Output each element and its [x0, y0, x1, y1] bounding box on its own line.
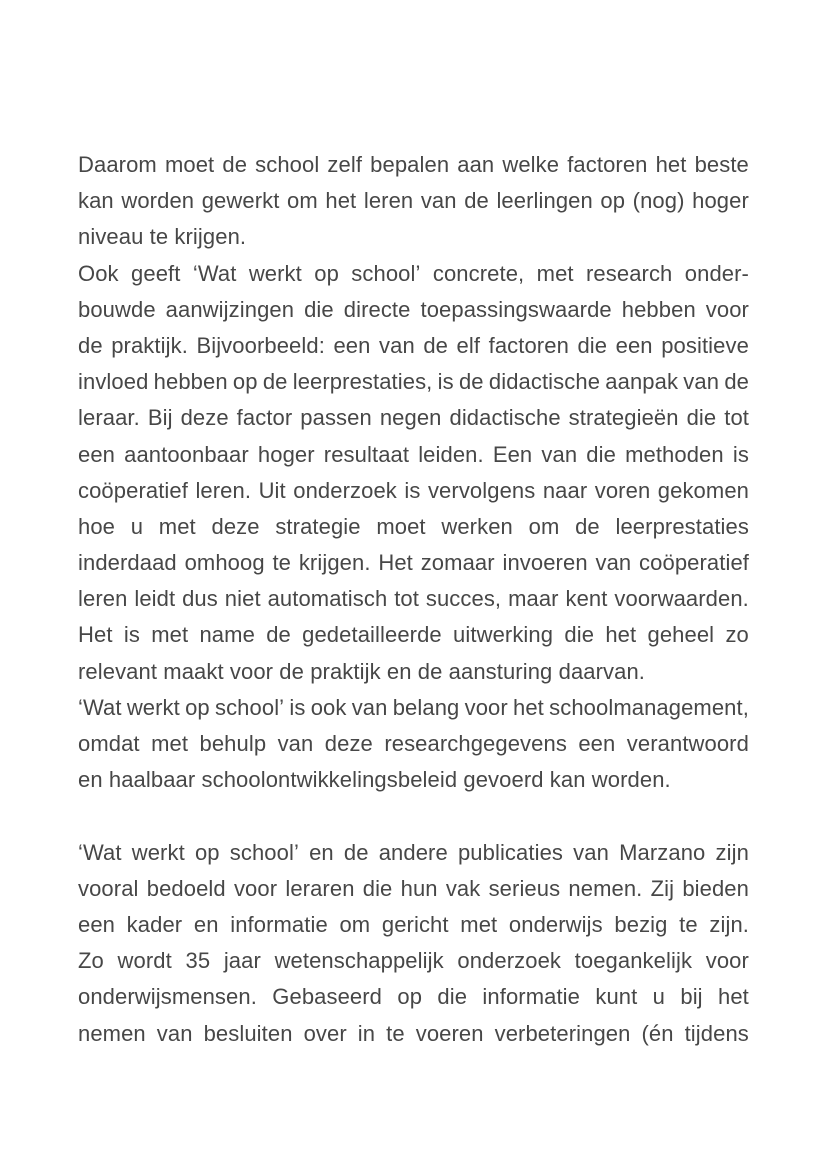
text-line: ‘Wat werkt op school’ en de andere publicaties van Marzano zijn	[78, 839, 749, 865]
text-line: coöperatief leren. Uit onderzoek is vervolgens naar voren gekomen	[78, 477, 749, 503]
text-line: leraar. Bij deze factor passen negen didactische strategieën die tot	[78, 405, 749, 431]
paragraph-spacer	[78, 798, 749, 834]
text-line: relevant maakt voor de praktijk en de aansturing daarvan.	[78, 658, 646, 684]
text-line: en haalbaar schoolontwikkelingsbeleid gevoerd kan worden.	[78, 767, 671, 793]
text-line: niveau te krijgen.	[78, 224, 247, 250]
text-line: de praktijk. Bijvoorbeeld: een van de elf factoren die een positieve	[78, 332, 749, 358]
text-line: Zo wordt 35 jaar wetenschappelijk onderzoek toegankelijk voor	[78, 948, 749, 974]
text-line: een aantoonbaar hoger resultaat leiden. Een van die methoden is	[78, 441, 749, 467]
text-line: leren leidt dus niet automatisch tot succes, maar kent voorwaarden.	[78, 586, 749, 612]
text-line: onderwijsmensen. Gebaseerd op die informatie kunt u bij het	[78, 984, 749, 1010]
text-line: een kader en informatie om gericht met onderwijs bezig te zijn.	[78, 911, 749, 937]
text-line: nemen van besluiten over in te voeren verbeteringen (én tijdens	[78, 1020, 749, 1046]
text-line: kan worden gewerkt om het leren van de leerlingen op (nog) hoger	[78, 188, 749, 214]
text-line: Daarom moet de school zelf bepalen aan welke factoren het beste	[78, 152, 749, 177]
text-line: hoe u met deze strategie moet werken om de leerprestaties	[78, 513, 749, 539]
text-line: Het is met name de gedetailleerde uitwerking die het geheel zo	[78, 622, 749, 648]
text-line: vooral bedoeld voor leraren die hun vak serieus nemen. Zij bieden	[78, 875, 749, 901]
text-line: inderdaad omhoog te krijgen. Het zomaar invoeren van coöperatief	[78, 550, 749, 576]
text-line: Ook geeft ‘Wat werkt op school’ concrete, met research onder-	[78, 260, 749, 286]
body-text-block	[78, 147, 749, 1052]
text-line: ‘Wat werkt op school’ is ook van belang voor het schoolmanagement,	[78, 694, 749, 720]
text-line: bouwde aanwijzingen die directe toepassingswaarde hebben voor	[78, 296, 749, 322]
text-line: invloed hebben op de leerprestaties, is de didactische aanpak van de	[78, 369, 749, 395]
text-line: omdat met behulp van deze researchgegevens een verantwoord	[78, 731, 749, 756]
